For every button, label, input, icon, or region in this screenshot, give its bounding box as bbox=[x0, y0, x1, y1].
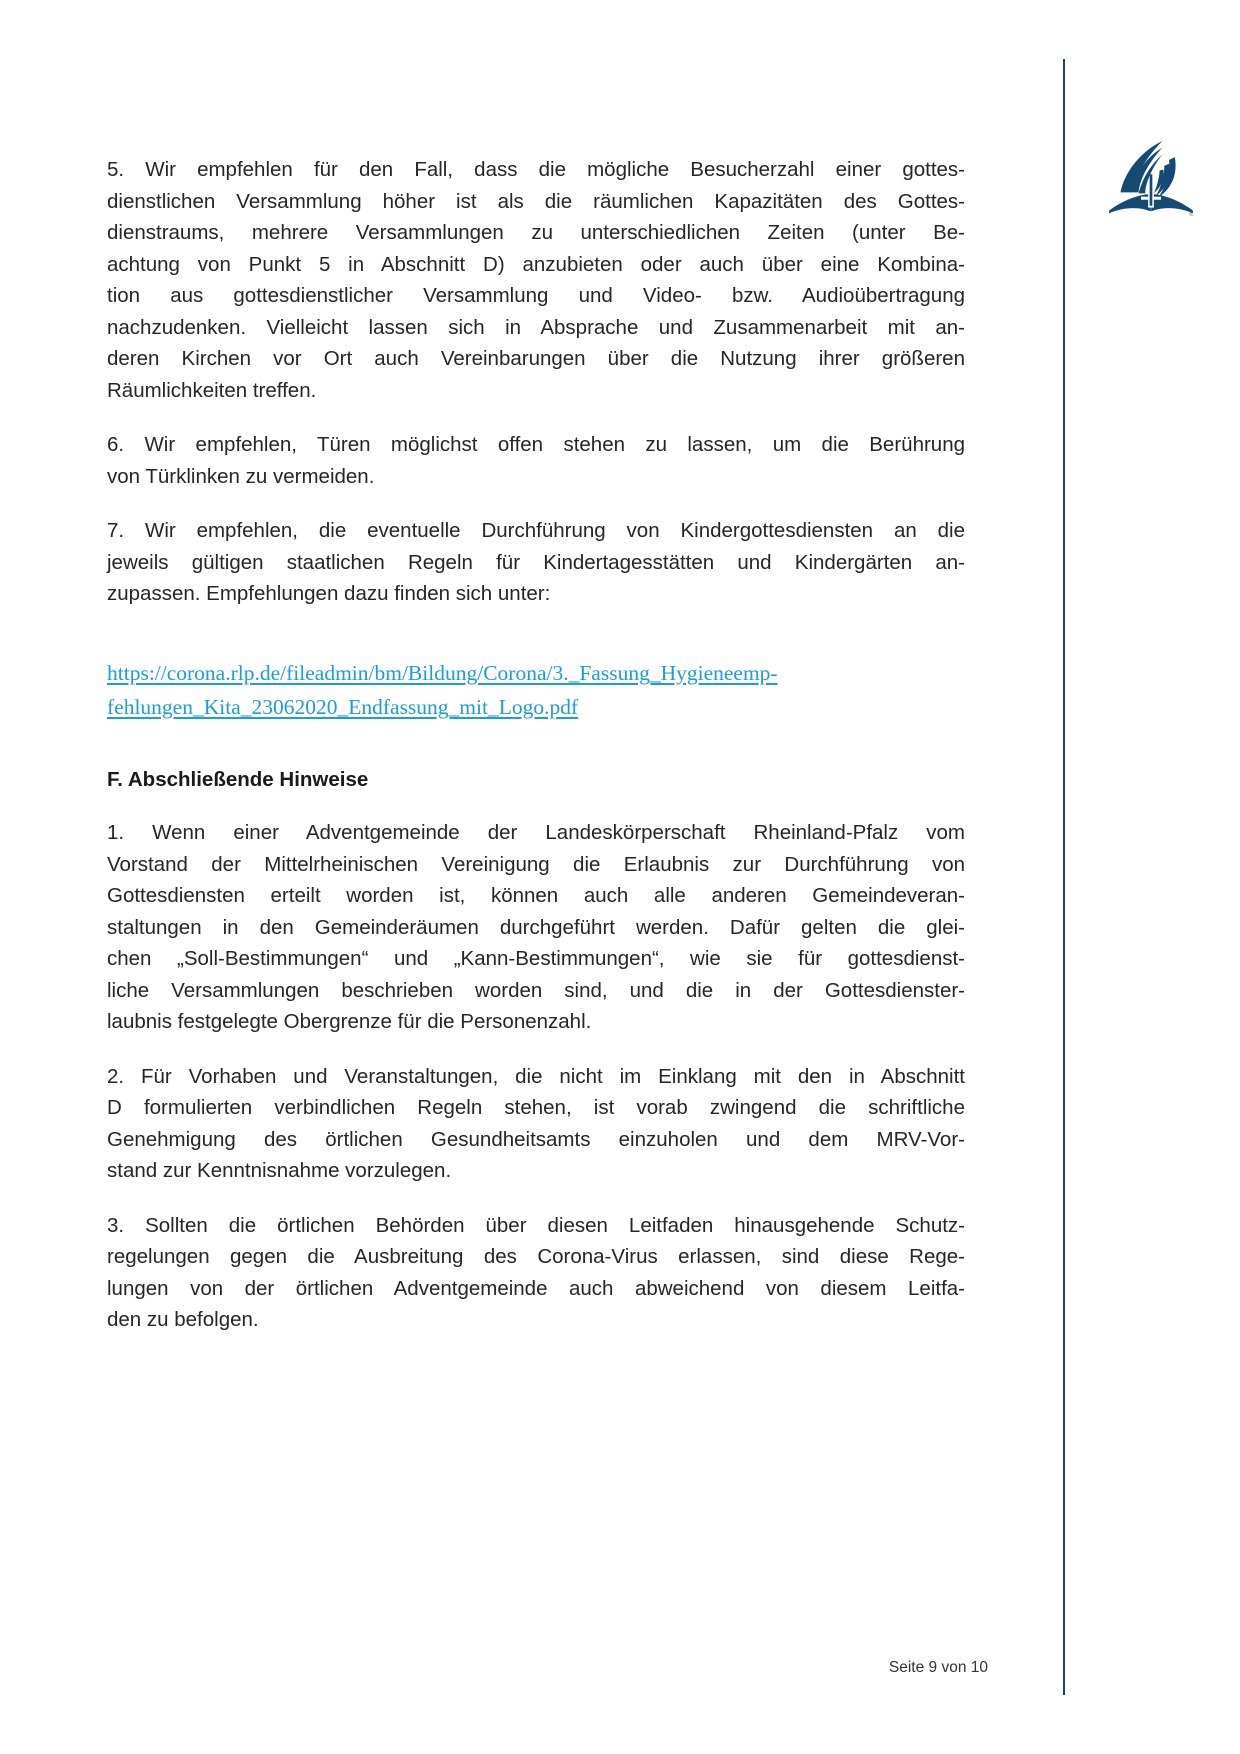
adventist-flame-book-logo-icon bbox=[1107, 140, 1195, 220]
text-line: 6. Wir empfehlen, Türen möglichst offen stehen zu lassen, um die Berührung bbox=[107, 433, 965, 456]
text-line: https://corona.rlp.de/fileadmin/bm/Bildung/Corona/3._Fassung_Hygieneemp- bbox=[107, 660, 778, 685]
text-line: 5. Wir empfehlen für den Fall, dass die mögliche Besucherzahl einer gottes- bbox=[107, 158, 965, 181]
paragraph-5 bbox=[107, 154, 965, 406]
text-line: laubnis festgelegte Obergrenze für die Personenzahl. bbox=[107, 1010, 592, 1033]
text-line: regelungen gegen die Ausbreitung des Corona-Virus erlassen, sind diese Rege- bbox=[107, 1245, 965, 1268]
text-line: zupassen. Empfehlungen dazu finden sich unter: bbox=[107, 582, 551, 605]
registered-trademark-glyph: ® bbox=[1189, 212, 1194, 219]
vertical-divider-rule bbox=[1063, 59, 1065, 1695]
text-line: tion aus gottesdienstlicher Versammlung und Video- bzw. Audioübertragung bbox=[107, 284, 965, 307]
body-text-column bbox=[107, 0, 965, 1336]
paragraph-f2 bbox=[107, 1061, 965, 1187]
text-line: Genehmigung des örtlichen Gesundheitsamts einzuholen und dem MRV-Vor- bbox=[107, 1127, 965, 1151]
text-line: deren Kirchen vor Ort auch Vereinbarungen über die Nutzung ihrer größeren bbox=[107, 347, 965, 370]
text-line: liche Versammlungen beschrieben worden sind, und die in der Gottesdienster- bbox=[107, 978, 965, 1002]
text-line: Gottesdiensten erteilt worden ist, können auch alle anderen Gemeindeveran- bbox=[107, 884, 965, 907]
text-line: dienstraums, mehrere Versammlungen zu unterschiedlichen Zeiten (unter Be- bbox=[107, 221, 965, 244]
paragraph-6 bbox=[107, 429, 965, 492]
text-line: Räumlichkeiten treffen. bbox=[107, 378, 317, 402]
text-line: fehlungen_Kita_23062020_Endfassung_mit_Logo.pdf bbox=[107, 694, 579, 719]
paragraph-f3 bbox=[107, 1210, 965, 1336]
text-line: 1. Wenn einer Adventgemeinde der Landeskörperschaft Rheinland-Pfalz vom bbox=[107, 821, 965, 844]
section-heading-f: F. Abschließende Hinweise bbox=[107, 767, 369, 791]
pdf-hyperlink[interactable] bbox=[107, 656, 965, 724]
text-line: D formulierten verbindlichen Regeln stehen, ist vorab zwingend die schriftliche bbox=[107, 1096, 965, 1119]
text-line: chen „Soll-Bestimmungen“ und „Kann-Bestimmungen“, wie sie für gottesdienst- bbox=[107, 947, 965, 970]
paragraph-7 bbox=[107, 515, 965, 610]
text-line: Vorstand der Mittelrheinischen Vereinigung die Erlaubnis zur Durchführung von bbox=[107, 852, 965, 876]
text-line: achtung von Punkt 5 in Abschnitt D) anzubieten oder auch über eine Kombina- bbox=[107, 252, 965, 276]
text-line: dienstlichen Versammlung höher ist als die räumlichen Kapazitäten des Gottes- bbox=[107, 189, 965, 213]
text-line: von Türklinken zu vermeiden. bbox=[107, 464, 375, 488]
text-line: staltungen in den Gemeinderäumen durchgeführt werden. Dafür gelten die glei- bbox=[107, 915, 965, 939]
text-line: 2. Für Vorhaben und Veranstaltungen, die nicht im Einklang mit den in Abschnitt bbox=[107, 1064, 965, 1088]
page-number: Seite 9 von 10 bbox=[888, 1659, 988, 1676]
text-line: 7. Wir empfehlen, die eventuelle Durchführung von Kindergottesdiensten an die bbox=[107, 519, 965, 542]
paragraph-f1 bbox=[107, 817, 965, 1038]
text-line: jeweils gültigen staatlichen Regeln für Kindertagesstätten und Kindergärten an- bbox=[107, 550, 965, 574]
text-line: lungen von der örtlichen Adventgemeinde auch abweichend von diesem Leitfa- bbox=[107, 1276, 965, 1300]
text-line: den zu befolgen. bbox=[107, 1308, 259, 1331]
text-line: stand zur Kenntnisnahme vorzulegen. bbox=[107, 1159, 452, 1182]
text-line: nachzudenken. Vielleicht lassen sich in Absprache und Zusammenarbeit mit an- bbox=[107, 315, 965, 339]
text-line: 3. Sollten die örtlichen Behörden über diesen Leitfaden hinausgehende Schutz- bbox=[107, 1213, 965, 1237]
